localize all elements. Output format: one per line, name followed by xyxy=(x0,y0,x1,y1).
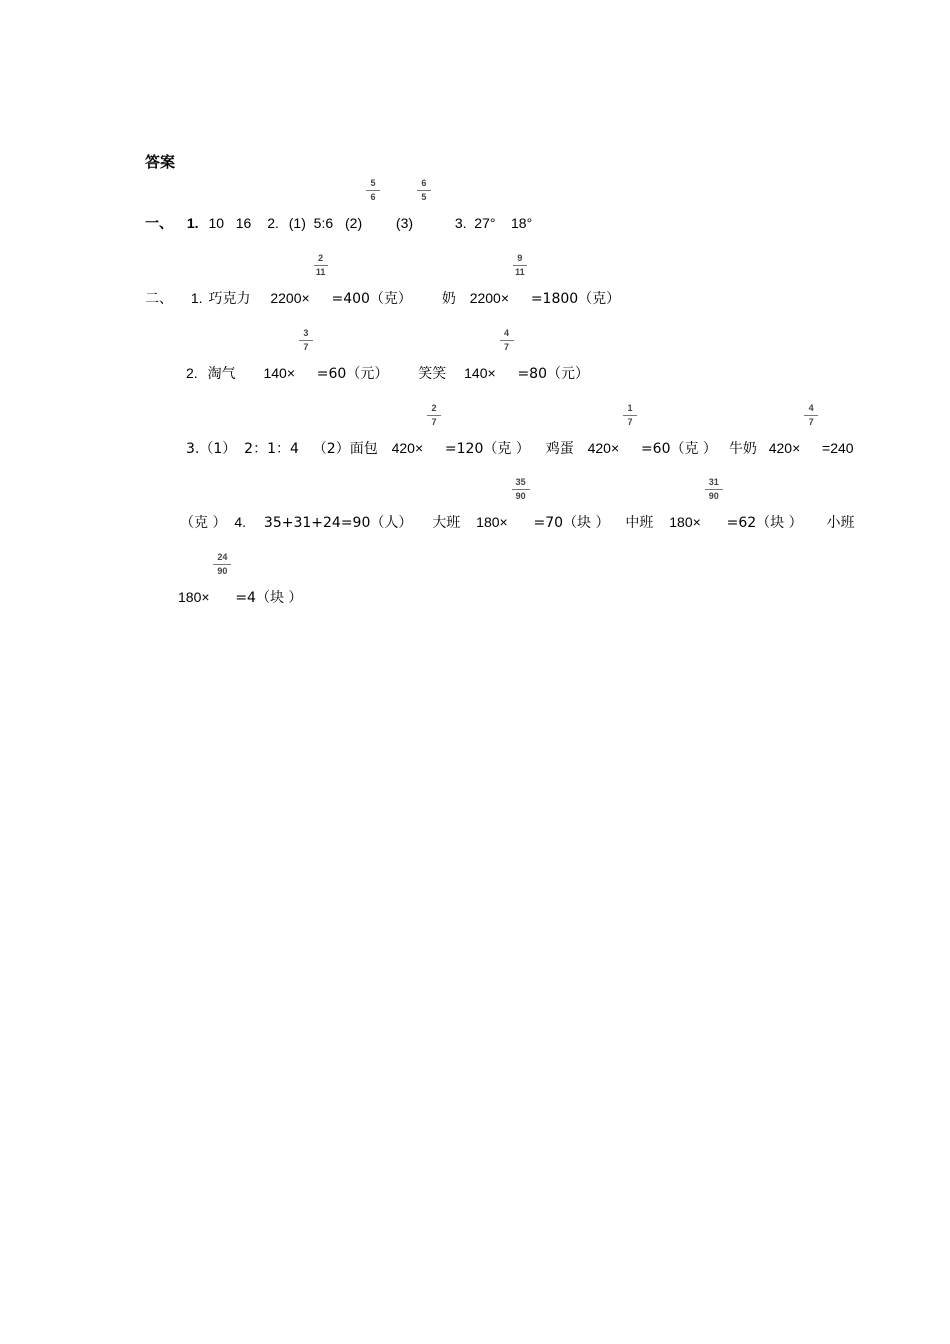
result: =1800（克） xyxy=(530,291,621,307)
fraction xyxy=(705,477,723,527)
fraction-numerator: 4 xyxy=(504,328,510,338)
item-name: 牛奶 xyxy=(728,441,757,457)
item-name: 中班 xyxy=(625,515,654,531)
fraction xyxy=(417,178,431,228)
fraction-bar xyxy=(213,564,231,565)
result: =60（克 ） xyxy=(640,441,717,457)
fraction-numerator: 31 xyxy=(708,477,719,487)
fraction xyxy=(427,403,441,453)
item-number: 3.（1） xyxy=(186,441,237,457)
fraction-bar xyxy=(299,340,313,341)
item-number: 1. xyxy=(190,290,203,306)
fraction-numerator: 35 xyxy=(515,477,526,487)
fraction-denominator: 90 xyxy=(515,491,526,501)
result: =240 xyxy=(822,440,854,456)
expression: 420× xyxy=(768,440,801,456)
fraction-numerator: 5 xyxy=(370,178,376,188)
result: =80（元） xyxy=(517,366,589,382)
expression: 180× xyxy=(476,514,508,530)
fraction xyxy=(213,552,231,602)
fraction-denominator: 90 xyxy=(217,566,228,576)
result: =60（元） xyxy=(316,366,389,382)
section2-label: 二、 xyxy=(145,291,173,307)
fraction-denominator: 7 xyxy=(627,417,633,427)
fraction xyxy=(623,403,637,453)
item-name: 巧克力 xyxy=(208,291,251,307)
fraction xyxy=(299,328,313,378)
item-number: 4. xyxy=(234,514,247,530)
q1-answers: 10 16 xyxy=(208,215,252,231)
fraction-numerator: 3 xyxy=(303,328,309,338)
fraction-numerator: 2 xyxy=(318,253,324,263)
fraction-denominator: 7 xyxy=(504,342,510,352)
fraction-bar xyxy=(366,190,380,191)
fraction-bar xyxy=(512,489,530,490)
fraction-bar xyxy=(623,415,637,416)
fraction xyxy=(500,328,514,378)
item-name: 笑笑 xyxy=(418,366,447,382)
fraction-bar xyxy=(804,415,818,416)
fraction-numerator: 2 xyxy=(431,403,437,413)
page-title xyxy=(145,152,175,172)
expression: 420× xyxy=(587,440,620,456)
fraction-denominator: 5 xyxy=(421,192,427,202)
section2-line4 xyxy=(180,477,855,531)
sum-expression: 35+31+24=90（人） xyxy=(263,515,413,531)
q2-part3-label: (3) xyxy=(395,215,414,231)
fraction-denominator: 7 xyxy=(808,417,814,427)
item-name: （2）面包 xyxy=(312,441,378,457)
fraction-denominator: 6 xyxy=(370,192,376,202)
item-name: 淘气 xyxy=(207,366,236,382)
fraction xyxy=(804,403,818,453)
fraction-bar xyxy=(417,190,431,191)
q3-answers: 3. 27° 18° xyxy=(454,215,533,231)
fraction xyxy=(512,477,530,527)
fraction-denominator: 90 xyxy=(708,491,719,501)
section2-line1 xyxy=(145,253,621,307)
fraction-denominator: 7 xyxy=(303,342,309,352)
result: =120（克 ） xyxy=(444,441,530,457)
section2-line5 xyxy=(178,552,303,606)
item-name: 大班 xyxy=(432,515,461,531)
item-name: 小班 xyxy=(826,515,855,531)
item-name: 鸡蛋 xyxy=(545,441,574,457)
ratio-answer: 2：1：4 xyxy=(244,441,299,457)
expression: 140× xyxy=(263,365,296,381)
expression: 420× xyxy=(391,440,424,456)
expression: 180× xyxy=(669,514,701,530)
fraction-bar xyxy=(500,340,514,341)
expression: 2200× xyxy=(270,290,310,306)
unit-continuation: （克 ） xyxy=(180,515,227,531)
fraction-denominator: 7 xyxy=(431,417,437,427)
fraction-numerator: 9 xyxy=(517,253,523,263)
fraction-denominator: 11 xyxy=(515,267,525,277)
heading-text: 答案 xyxy=(145,153,176,171)
fraction-bar xyxy=(513,265,527,266)
item-name: 奶 xyxy=(441,291,456,307)
result: =4（块 ） xyxy=(235,590,303,606)
q2-number: 2. xyxy=(267,215,279,231)
fraction-denominator: 11 xyxy=(315,267,326,277)
item-number: 2. xyxy=(186,365,198,381)
result: =70（块 ） xyxy=(533,515,610,531)
fraction-numerator: 1 xyxy=(627,403,633,413)
result: =400（克） xyxy=(331,291,412,307)
fraction-numerator: 4 xyxy=(808,403,814,413)
fraction xyxy=(314,253,328,303)
result: =62（块 ） xyxy=(726,515,803,531)
expression: 140× xyxy=(464,365,496,381)
section1-line xyxy=(145,178,533,232)
expression: 180× xyxy=(178,589,210,605)
fraction-bar xyxy=(427,415,441,416)
fraction-bar xyxy=(314,265,328,266)
expression: 2200× xyxy=(469,290,510,306)
q2-part1: (1) 5:6 xyxy=(288,215,334,231)
section2-line2 xyxy=(186,328,589,382)
section2-line3 xyxy=(186,403,854,457)
fraction-numerator: 6 xyxy=(421,178,427,188)
fraction-bar xyxy=(705,489,723,490)
fraction xyxy=(513,253,527,303)
q1-number: 1. xyxy=(186,215,199,231)
q2-part2-label: (2) xyxy=(345,215,363,231)
section1-label: 一、 xyxy=(145,216,173,232)
fraction-numerator: 24 xyxy=(217,552,228,562)
fraction xyxy=(366,178,380,228)
